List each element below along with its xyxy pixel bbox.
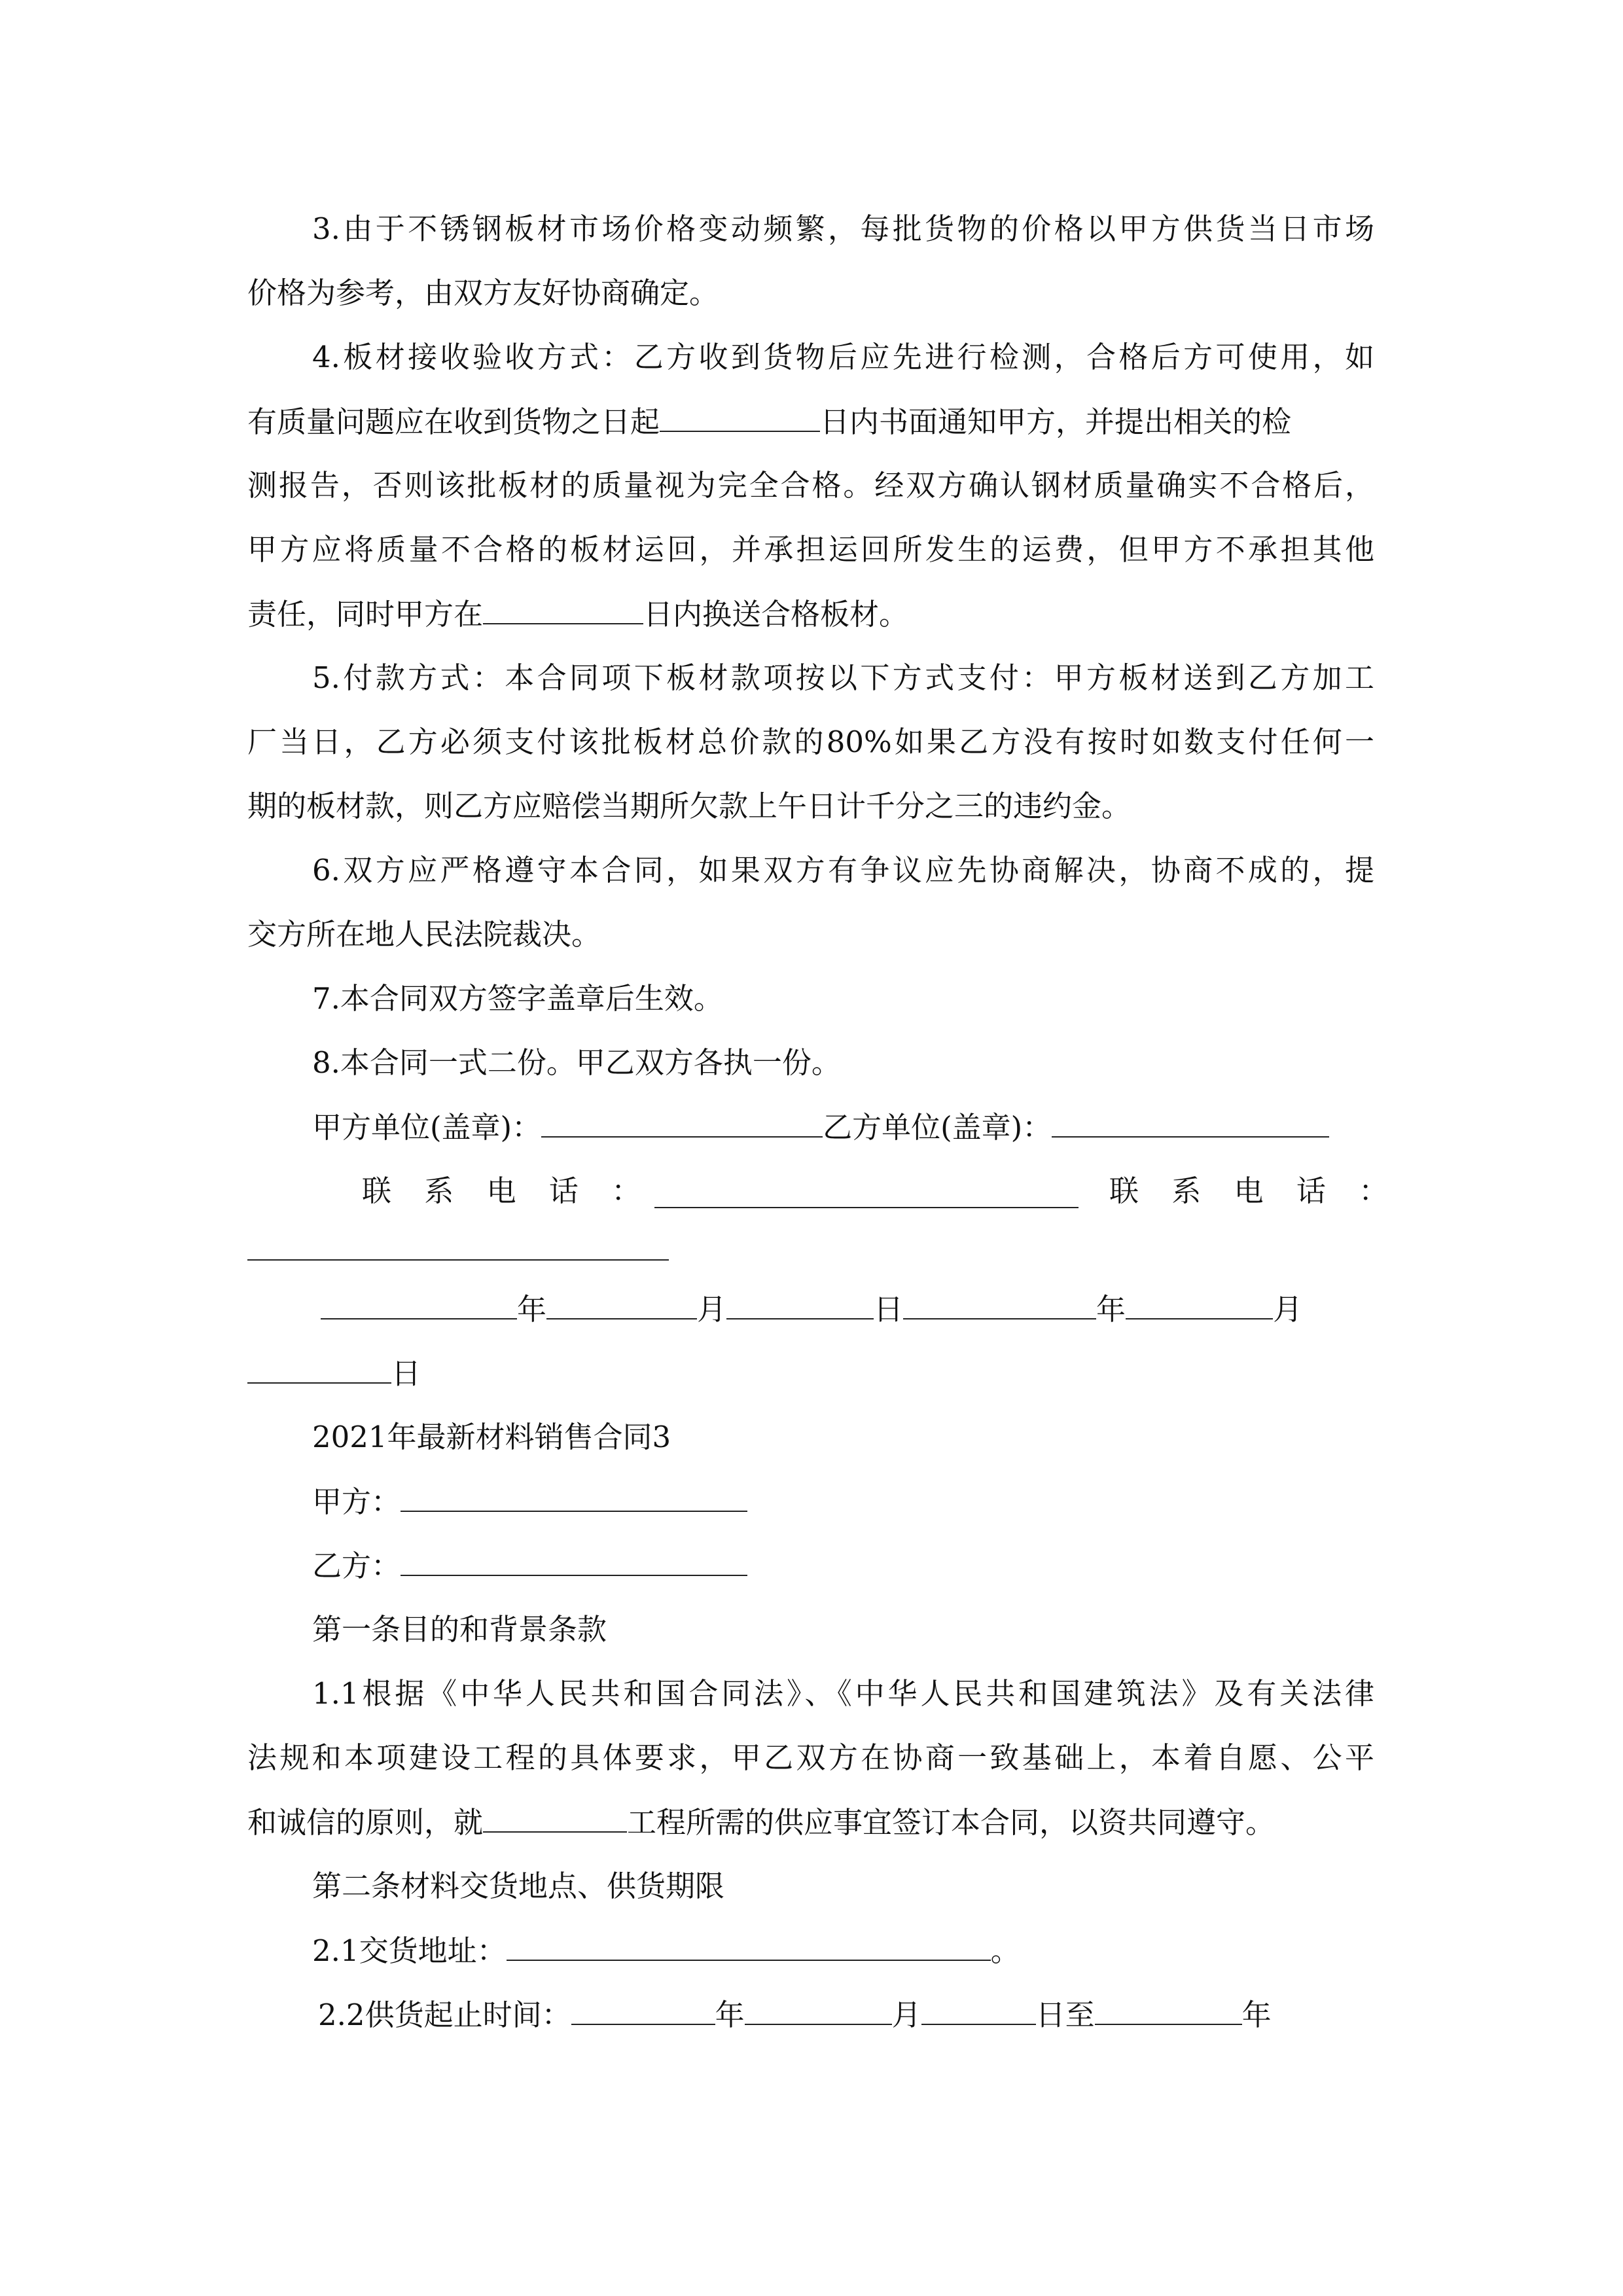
delivery-address-blank	[507, 1931, 991, 1961]
article-1-1-line-2: 法规和本项建设工程的具体要求，甲乙双方在协商一致基础上，本着自愿、公平	[247, 1740, 1374, 1775]
clause-4-line-3: 测报告，否则该批板材的质量视为完全合格。经双方确认钢材质量确实不合格后，	[247, 468, 1374, 503]
date-a-day-label: 日	[874, 1292, 904, 1327]
clause-4-line-1: 4.板材接收验收方式：乙方收到货物后应先进行检测，合格后方可使用，如	[312, 340, 1374, 374]
clause-5-line-2: 厂当日，乙方必须支付该批板材总价款的80%如果乙方没有按时如数支付任何一	[247, 725, 1374, 759]
start-day-to-label: 日至	[1035, 1998, 1095, 2032]
clause-4-text-b: 日内书面通知甲方，并提出相关的检	[820, 404, 1292, 439]
date-row	[321, 1289, 1374, 1329]
party-b-unit-label: 乙方单位(盖章)：	[823, 1110, 1052, 1145]
clause-3-line-2: 价格为参考，由双方友好协商确定。	[247, 276, 719, 310]
article-2-1-row	[247, 1931, 1439, 1971]
clause-5-line-3: 期的板材款，则乙方应赔偿当期所欠款上午日计千分之三的违约金。	[247, 789, 1132, 823]
article-1-1-line-3	[247, 1803, 1374, 1842]
party-b-unit-blank	[1052, 1107, 1329, 1138]
article-1-1-line-1: 1.1根据《中华人民共和国合同法》、《中华人民共和国建筑法》及有关法律	[312, 1676, 1374, 1711]
date-a-month-blank	[546, 1289, 697, 1319]
date-b-day-label: 日	[391, 1356, 421, 1391]
article-2-2-label: 2.2供货起止时间：	[318, 1998, 571, 2032]
phone-label-a: 联 系 电 话 ：	[362, 1174, 653, 1208]
party-b-row	[247, 1546, 1439, 1586]
article-1-1-text-a: 和诚信的原则，就	[247, 1805, 484, 1840]
end-year-blank	[1095, 1995, 1242, 2025]
date-a-year-blank	[321, 1289, 517, 1319]
signature-units-row	[247, 1107, 1439, 1147]
start-month-label: 月	[891, 1998, 921, 2032]
clause-4-line-2	[247, 402, 1374, 442]
date-b-year-label: 年	[1096, 1292, 1126, 1327]
clause-8: 8.本合同一式二份。甲乙双方各执一份。	[312, 1045, 841, 1080]
party-a-row	[247, 1482, 1439, 1522]
contract-3-title: 2021年最新材料销售合同3	[312, 1420, 671, 1454]
article-2-1-label: 2.1交货地址：	[312, 1933, 507, 1968]
article-1-title: 第一条目的和背景条款	[312, 1612, 607, 1647]
date-b-day-blank	[247, 1354, 391, 1384]
project-name-blank	[483, 1803, 627, 1833]
clause-5-line-1: 5.付款方式：本合同项下板材款项按以下方式支付：甲方板材送到乙方加工	[312, 660, 1374, 695]
date-b-month-label: 月	[1273, 1292, 1303, 1327]
party-a-label: 甲方：	[312, 1484, 401, 1519]
date-b-month-blank	[1126, 1289, 1273, 1319]
end-year-label: 年	[1241, 1998, 1272, 2032]
date-a-month-label: 月	[697, 1292, 727, 1327]
clause-6-line-1: 6.双方应严格遵守本合同，如果双方有争议应先协商解决，协商不成的，提	[312, 853, 1374, 888]
clause-6-line-2: 交方所在地人民法院裁决。	[247, 917, 601, 952]
phone-blank-a	[654, 1178, 1079, 1208]
blank-replace-days	[483, 594, 643, 624]
date-b-year-blank	[903, 1289, 1096, 1319]
date-a-day-blank	[726, 1289, 874, 1319]
party-a-blank	[401, 1482, 747, 1512]
start-month-blank	[745, 1995, 892, 2025]
blank-notify-days	[660, 402, 820, 432]
party-b-label: 乙方：	[312, 1549, 401, 1583]
party-a-unit-label: 甲方单位(盖章)：	[312, 1110, 542, 1145]
clause-4-text-c: 责任，同时甲方在	[247, 597, 484, 632]
party-a-unit-blank	[541, 1107, 823, 1138]
clause-7: 7.本合同双方签字盖章后生效。	[312, 981, 723, 1016]
clause-4-line-5	[247, 594, 1374, 634]
phone-blank-b	[247, 1230, 669, 1261]
clause-4-text-a: 有质量问题应在收到货物之日起	[247, 404, 660, 439]
phone-label-b: 联 系 电 话 ：	[1109, 1174, 1400, 1208]
article-2-2-row	[247, 1995, 1374, 2035]
start-year-blank	[571, 1995, 715, 2025]
date-b-day-row	[247, 1354, 1374, 1393]
clause-3-line-1: 3.由于不锈钢板材市场价格变动频繁，每批货物的价格以甲方供货当日市场	[312, 211, 1374, 246]
clause-4-text-d: 日内换送合格板材。	[643, 597, 909, 632]
start-year-label: 年	[715, 1998, 745, 2032]
start-day-blank	[921, 1995, 1036, 2025]
party-b-blank	[401, 1546, 747, 1576]
article-1-1-text-b: 工程所需的供应事宜签订本合同，以资共同遵守。	[627, 1805, 1275, 1840]
clause-4-line-4: 甲方应将质量不合格的板材运回，并承担运回所发生的运费，但甲方不承担其他	[247, 532, 1374, 567]
article-2-1-end: 。	[990, 1933, 1020, 1968]
article-2-title: 第二条材料交货地点、供货期限	[312, 1869, 725, 1903]
date-a-year-label: 年	[517, 1292, 547, 1327]
